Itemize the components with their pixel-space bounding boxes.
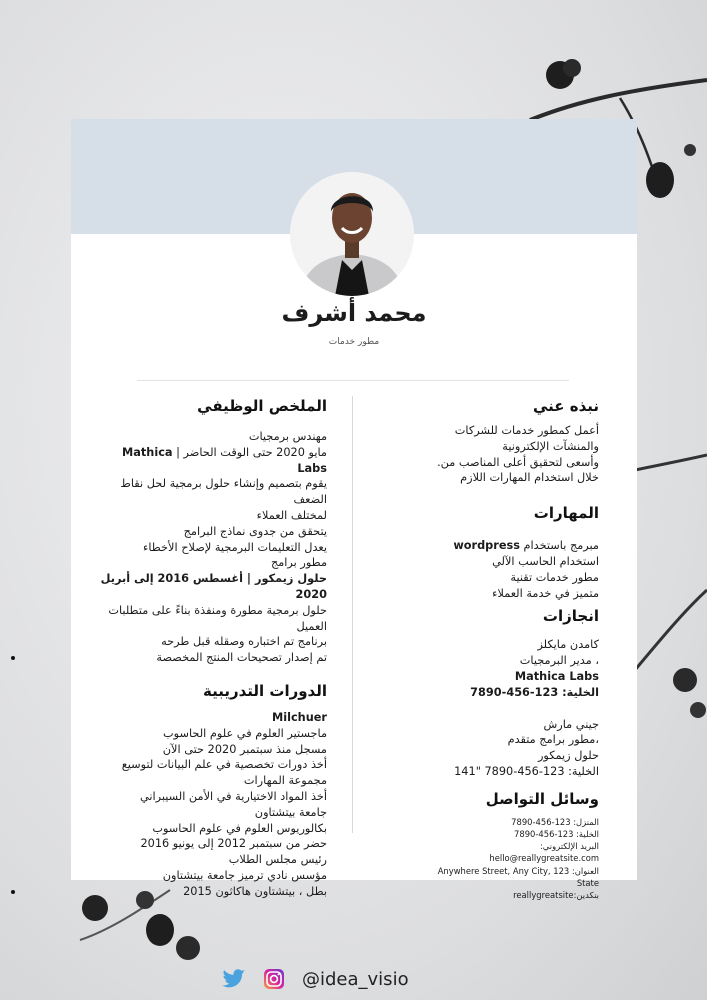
contact-email: البريد الإلكتروني: hello@reallygreatsite.com <box>489 841 599 864</box>
skill-item: متميز في خدمة العملاء <box>492 586 599 600</box>
social-footer <box>222 967 409 991</box>
contact-heading: وسائل التواصل <box>485 789 599 808</box>
branch-decoration-right <box>630 420 707 750</box>
course-line: مسجل منذ سبتمبر 2020 حتى الآن <box>162 742 327 756</box>
contact-mobile-phone: الخلية: 123-456-7890 <box>514 828 599 839</box>
course-line: مجموعة المهارات <box>243 774 327 788</box>
job-title: مهندس برمجيات <box>248 430 327 443</box>
reference-2 <box>431 717 599 780</box>
contact-linkedin: بنكدين:reallygreatsite <box>513 889 599 900</box>
profile-photo <box>290 172 414 296</box>
about-line: وأسعى لتحقيق أعلى المناصب من. <box>437 455 599 469</box>
candidate-name: محمد أشرف <box>281 299 427 327</box>
about-line: أعمل كمطور خدمات للشركات <box>454 424 599 437</box>
about-line: والمنشآت الإلكترونية <box>502 439 599 453</box>
job-date-company: مايو 2020 حتى الوقت الحاضر | Mathica Labs <box>122 445 327 475</box>
skill-item: مطور خدمات تقنية <box>510 570 599 584</box>
reference-role: ،مطور برامج متقدم <box>507 733 599 747</box>
course-line: جامعة بيتشتاون <box>254 805 327 819</box>
twitter-icon[interactable] <box>222 969 246 989</box>
course-org: Milchuer <box>271 710 327 724</box>
job-title: مطور برامج <box>270 556 327 570</box>
job-duty: يقوم بتصميم وإنشاء حلول برمجية لحل نقاط الضعف <box>120 477 327 507</box>
reference-company: Mathica Labs <box>514 669 599 683</box>
course-line: أخذ المواد الاختيارية في الأمن السيبراني <box>139 789 327 803</box>
candidate-title: مطور خدمات <box>328 337 380 347</box>
job-date-company: حلول زيمكور | أغسطس 2016 إلى أبريل 2020 <box>100 572 327 601</box>
job-duty: حلول برمجية مطورة ومنفذة بناءً على متطلبات العميل <box>108 603 327 633</box>
reference-company: حلول زيمكور <box>537 749 599 763</box>
right-column <box>431 397 599 901</box>
reference-role: ، مدير البرمجيات <box>519 654 599 668</box>
column-divider <box>352 396 353 833</box>
course-line: بطل ، بيتشتاون هاكاثون 2015 <box>91 884 327 900</box>
skills-heading: المهارات <box>533 504 599 523</box>
reference-phone: الخلية: 123-456-7890 <box>470 685 599 699</box>
reference-phone: الخلية: 123-456-7890 "141 <box>454 764 599 778</box>
contact-list <box>431 816 599 901</box>
social-handle[interactable]: @idea_visio <box>302 968 409 990</box>
courses-text <box>91 710 327 900</box>
reference-name: كامدن مايكلز <box>537 638 599 652</box>
about-line: خلال استخدام المهارات اللازم <box>460 471 599 485</box>
job-duty: يتحقق من جدوى نماذج البرامج <box>183 524 327 538</box>
resume-card <box>71 119 637 900</box>
reference-1 <box>431 637 599 700</box>
instagram-icon[interactable] <box>264 969 284 989</box>
reference-name: جيني مارش <box>543 717 599 731</box>
course-line: ماجستير العلوم في علوم الحاسوب <box>163 726 327 740</box>
job-duty: لمختلف العملاء <box>256 508 327 522</box>
job-duty: يعدل التعليمات البرمجية لإصلاح الأخطاء <box>143 540 327 554</box>
summary-text <box>91 429 327 666</box>
skills-list <box>431 538 599 601</box>
course-line: مؤسس نادي ترميز جامعة بيتشتاون <box>162 868 327 882</box>
about-heading: نبذه عني <box>532 397 599 415</box>
course-line: أخذ دورات تخصصية في علم البيانات لتوسيع <box>121 758 327 772</box>
header-divider <box>137 380 569 381</box>
contact-home-phone: المنزل: 123-456-7890 <box>511 816 599 827</box>
course-line: رئيس مجلس الطلاب <box>228 853 327 867</box>
course-line: بكالوريوس العلوم في علوم الحاسوب <box>152 821 327 835</box>
courses-heading: الدورات التدريبية <box>202 681 327 700</box>
course-line: حضر من سبتمبر 2012 إلى يونيو 2016 <box>140 837 327 851</box>
contact-address: العنوان: 123 Anywhere Street, Any City, State <box>437 865 599 888</box>
about-text <box>431 423 599 486</box>
job-duty: تم إصدار تصحيحات المنتج المخصصة <box>91 650 327 666</box>
skill-item: مبرمج باستخدام wordpress <box>453 539 599 553</box>
summary-heading: الملخص الوظيفي <box>197 397 327 415</box>
skill-item: استخدام الحاسب الآلي <box>492 554 599 568</box>
job-duty: برنامج تم اختباره وصقله قبل طرحه <box>161 635 327 649</box>
achievements-heading: انجازات <box>542 607 599 626</box>
left-column <box>91 397 327 900</box>
